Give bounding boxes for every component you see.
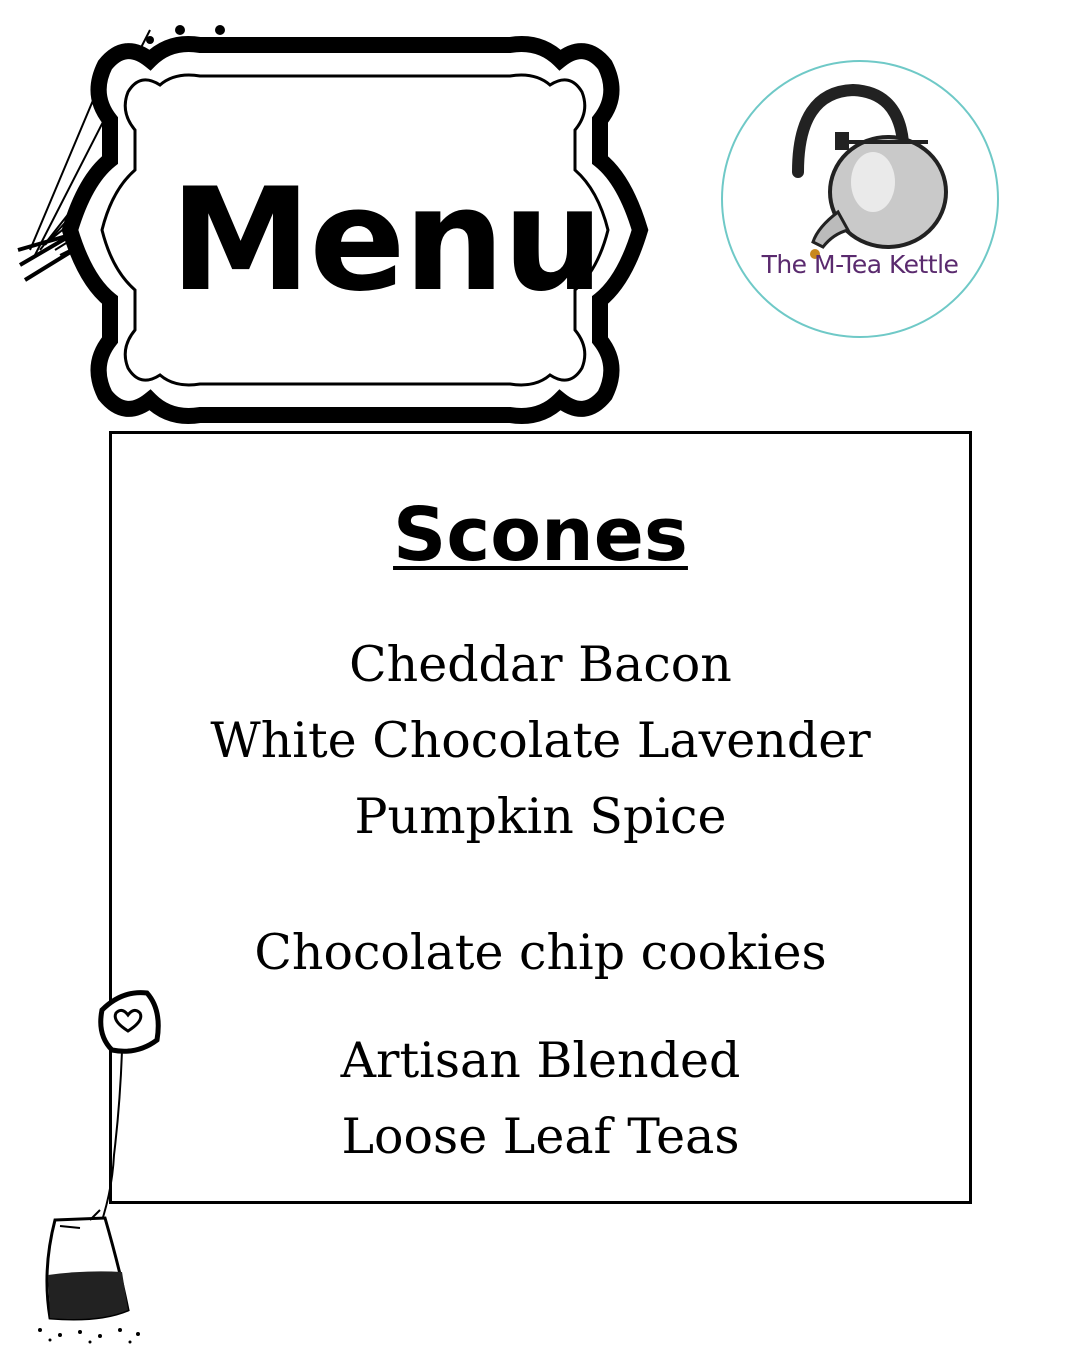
teapot-icon xyxy=(723,62,1001,340)
logo-text: The M-Tea Kettle xyxy=(761,250,959,279)
menu-item: Artisan Blended xyxy=(340,1032,741,1089)
menu-item: Pumpkin Spice xyxy=(354,788,727,845)
menu-item: Loose Leaf Teas xyxy=(341,1108,740,1165)
menu-card xyxy=(109,431,972,1204)
menu-item: Chocolate chip cookies xyxy=(254,924,827,981)
menu-title: Menu xyxy=(170,158,602,323)
tea-bag-icon xyxy=(20,1180,160,1350)
section-heading: Scones xyxy=(393,492,688,578)
brand-logo xyxy=(721,60,999,338)
menu-item: White Chocolate Lavender xyxy=(210,712,871,769)
menu-item: Cheddar Bacon xyxy=(349,636,732,693)
